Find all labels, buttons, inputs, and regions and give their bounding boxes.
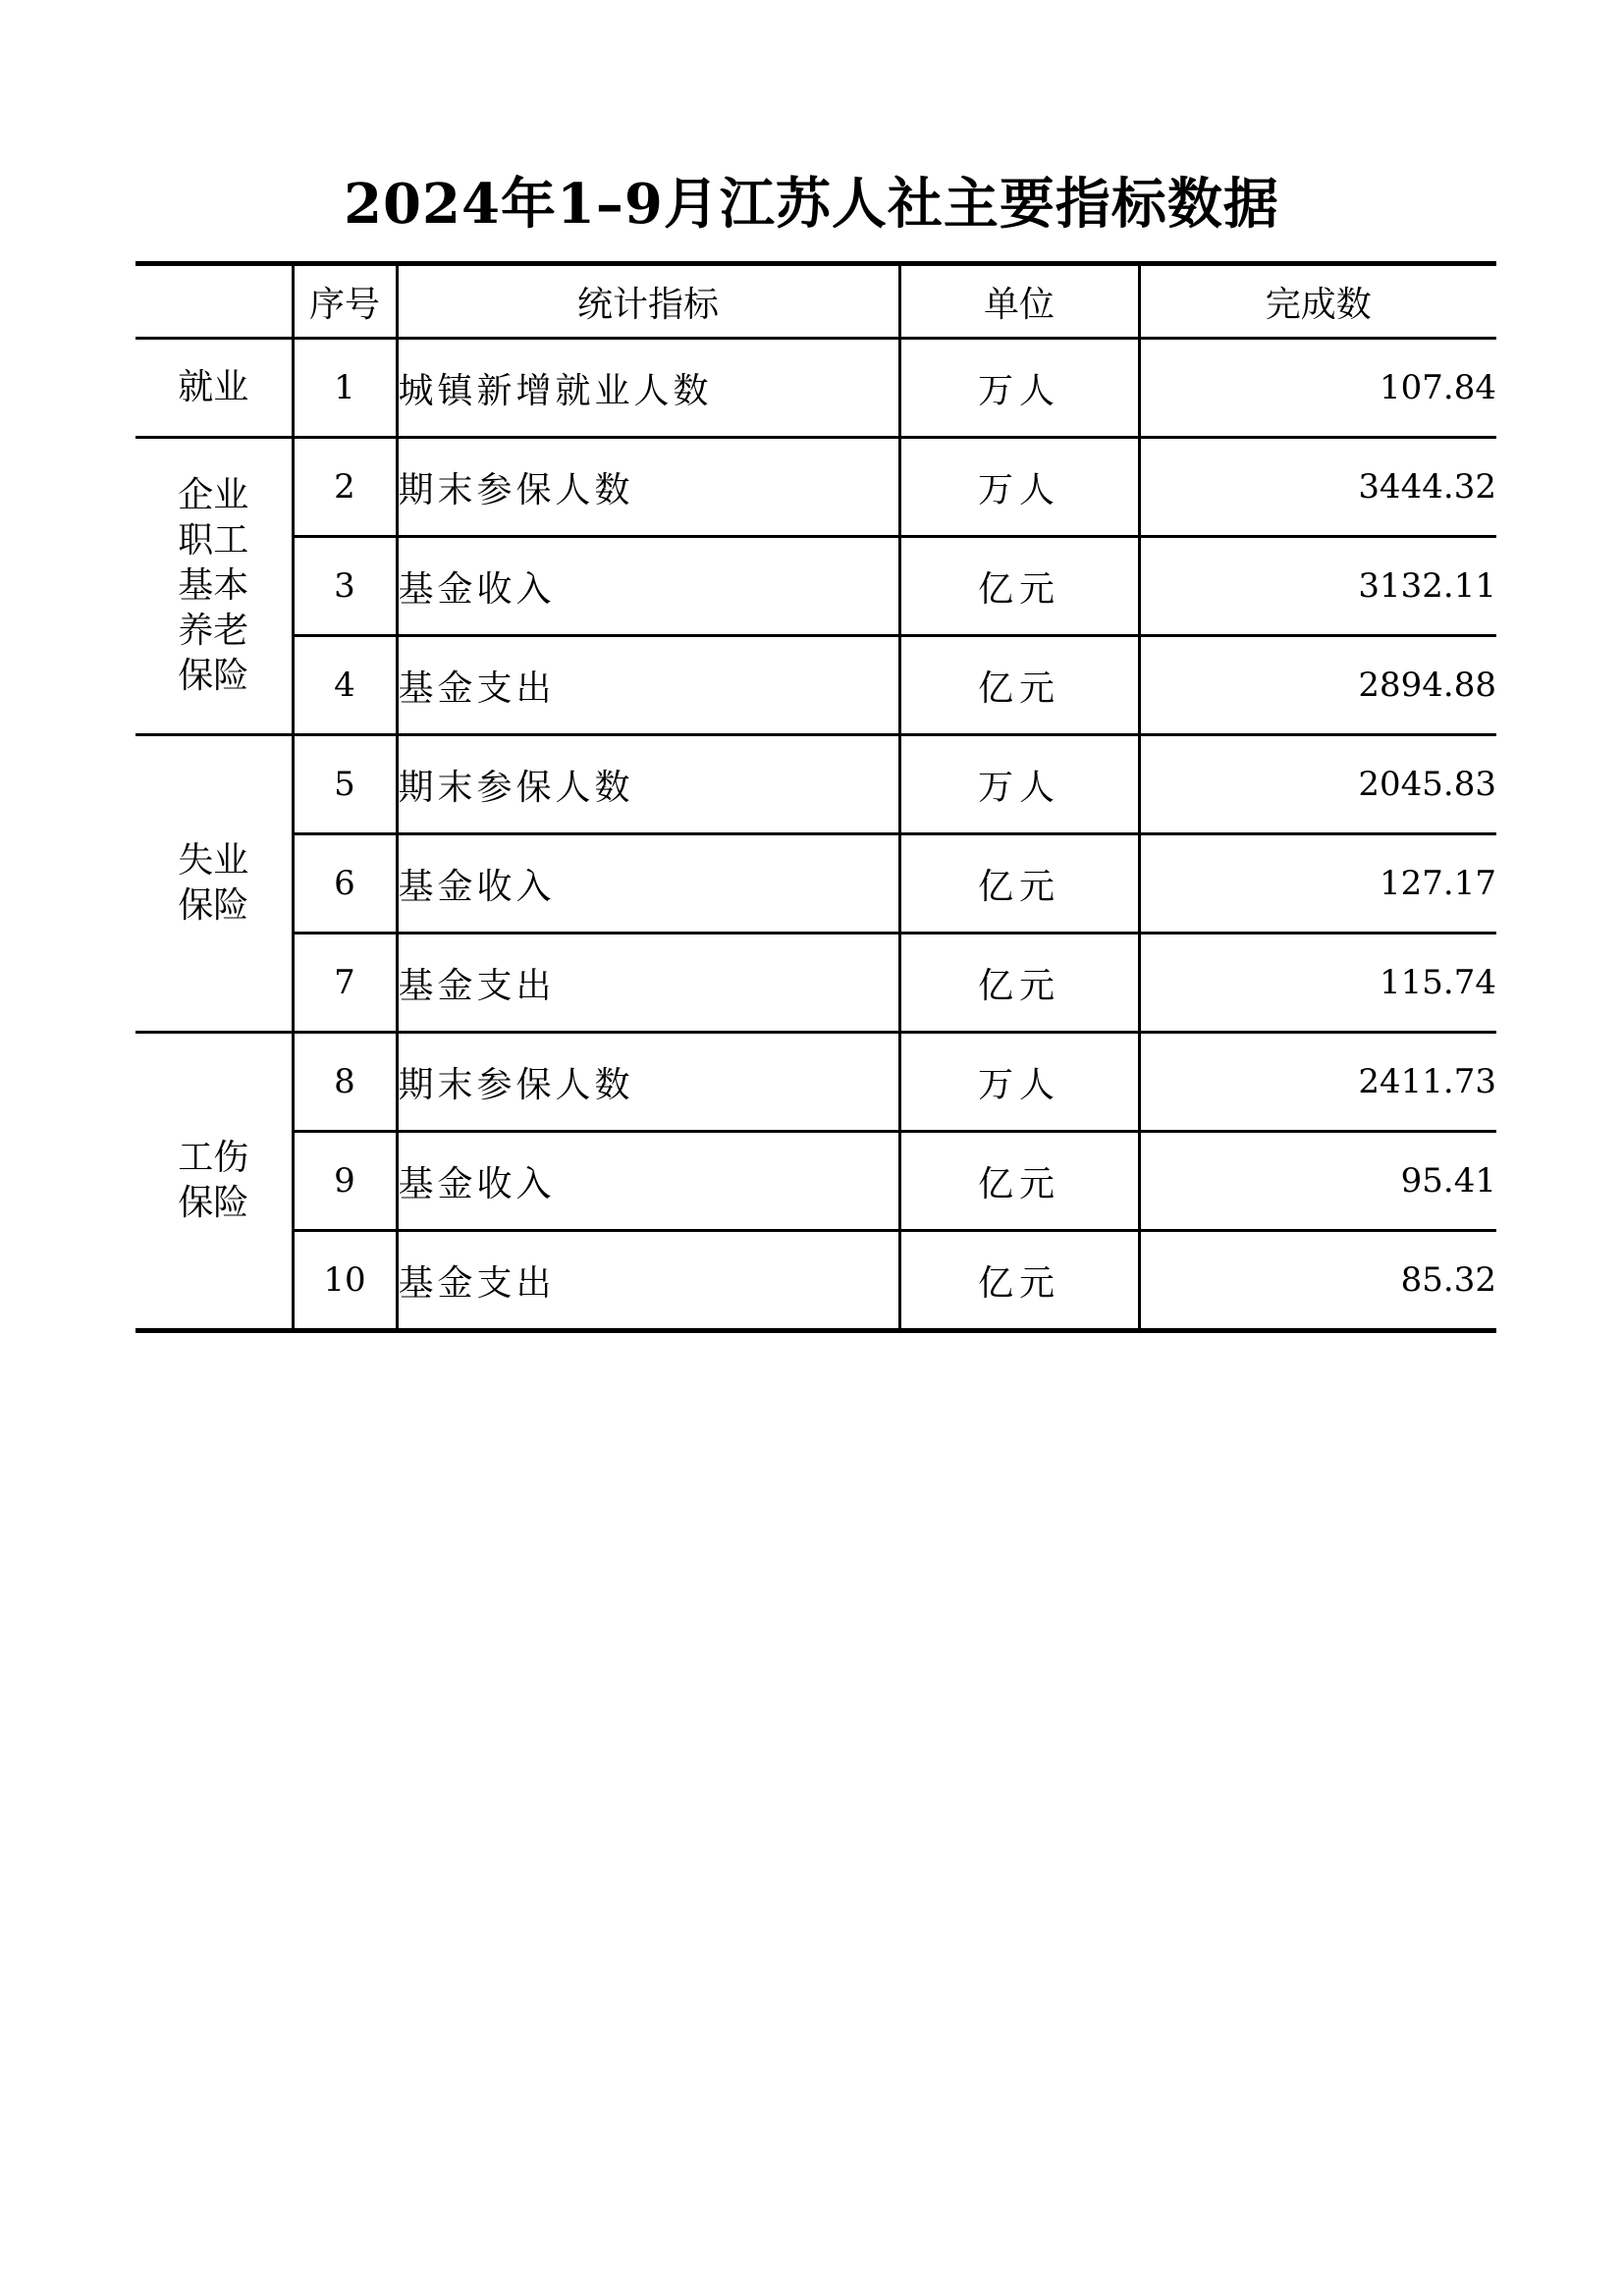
category-cell: [135, 1033, 293, 1331]
indicator-cell: 期末参保人数: [397, 735, 899, 834]
unit-cell: 亿元: [899, 1132, 1139, 1231]
category-label-line: 职工: [178, 520, 249, 561]
table-row: [135, 1033, 1496, 1132]
table-row: [135, 934, 1496, 1033]
category-label-line: 失业: [178, 840, 249, 881]
indicator-cell: 基金支出: [397, 636, 899, 735]
seq-cell: 10: [293, 1231, 397, 1331]
value-cell: 2894.88: [1139, 636, 1496, 735]
unit-cell: 万人: [899, 735, 1139, 834]
indicator-cell: 期末参保人数: [397, 1033, 899, 1132]
table-body: [135, 339, 1496, 1331]
header-indicator: 统计指标: [397, 264, 899, 339]
seq-cell: 7: [293, 934, 397, 1033]
header-unit: 单位: [899, 264, 1139, 339]
value-cell: 2411.73: [1139, 1033, 1496, 1132]
unit-cell: 万人: [899, 1033, 1139, 1132]
seq-cell: 5: [293, 735, 397, 834]
indicator-table: [135, 261, 1496, 1333]
seq-cell: 8: [293, 1033, 397, 1132]
value-cell: 2045.83: [1139, 735, 1496, 834]
unit-cell: 万人: [899, 339, 1139, 438]
indicator-cell: 基金收入: [397, 1132, 899, 1231]
indicator-cell: 城镇新增就业人数: [397, 339, 899, 438]
table-row: [135, 438, 1496, 537]
table-row: [135, 834, 1496, 934]
document-title: 2024年1–9月江苏人社主要指标数据: [344, 172, 1279, 237]
category-label-line: 养老: [178, 611, 249, 651]
seq-cell: 6: [293, 834, 397, 934]
seq-cell: 3: [293, 537, 397, 636]
value-cell: 3132.11: [1139, 537, 1496, 636]
header-seq: 序号: [293, 264, 397, 339]
category-label-line: 保险: [178, 885, 249, 926]
category-label-line: 工伤: [178, 1138, 249, 1178]
category-label-line: 基本: [178, 565, 249, 606]
indicator-cell: 基金支出: [397, 934, 899, 1033]
unit-cell: 亿元: [899, 537, 1139, 636]
value-cell: 107.84: [1139, 339, 1496, 438]
category-cell: [135, 339, 293, 438]
unit-cell: 万人: [899, 438, 1139, 537]
category-label-line: 企业: [178, 475, 249, 515]
unit-cell: 亿元: [899, 1231, 1139, 1331]
value-cell: 85.32: [1139, 1231, 1496, 1331]
category-cell: [135, 438, 293, 735]
seq-cell: 4: [293, 636, 397, 735]
unit-cell: 亿元: [899, 636, 1139, 735]
table-header-row: [135, 264, 1496, 339]
header-category: [135, 264, 293, 339]
unit-cell: 亿元: [899, 934, 1139, 1033]
indicator-cell: 基金收入: [397, 537, 899, 636]
category-label-line: 保险: [178, 656, 249, 696]
table-row: [135, 1231, 1496, 1331]
category-label-line: 保险: [178, 1183, 249, 1223]
unit-cell: 亿元: [899, 834, 1139, 934]
seq-cell: 2: [293, 438, 397, 537]
table-row: [135, 1132, 1496, 1231]
header-value: 完成数: [1139, 264, 1496, 339]
value-cell: 95.41: [1139, 1132, 1496, 1231]
table-row: [135, 735, 1496, 834]
indicator-cell: 期末参保人数: [397, 438, 899, 537]
table-row: [135, 636, 1496, 735]
table-row: [135, 339, 1496, 438]
value-cell: 115.74: [1139, 934, 1496, 1033]
table-row: [135, 537, 1496, 636]
value-cell: 3444.32: [1139, 438, 1496, 537]
indicator-cell: 基金收入: [397, 834, 899, 934]
seq-cell: 1: [293, 339, 397, 438]
category-label-line: 就业: [178, 367, 249, 407]
seq-cell: 9: [293, 1132, 397, 1231]
indicator-cell: 基金支出: [397, 1231, 899, 1331]
value-cell: 127.17: [1139, 834, 1496, 934]
category-cell: [135, 735, 293, 1033]
